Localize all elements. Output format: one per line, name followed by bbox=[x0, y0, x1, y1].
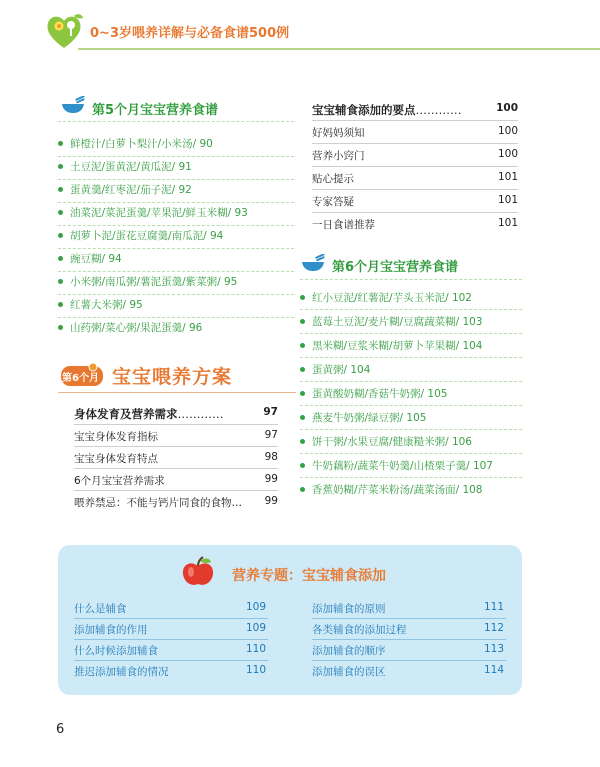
toc-page: 101 bbox=[497, 194, 518, 206]
toc-page: 98 bbox=[264, 451, 278, 463]
list-item: 饼干粥/水果豆腐/健康糙米粥/ 106 bbox=[300, 434, 472, 450]
toc-page: 99 bbox=[264, 473, 278, 485]
toc-page: 113 bbox=[483, 643, 504, 655]
toc-page: 109 bbox=[245, 601, 266, 613]
list-item: 黑米糊/豆浆米糊/胡萝卜苹果糊/ 104 bbox=[300, 338, 483, 354]
page-header bbox=[0, 0, 600, 62]
special-right-list bbox=[312, 598, 508, 688]
list-item: 红薯大米粥/ 95 bbox=[58, 297, 143, 313]
toc-entry[interactable]: 添加辅食的误区 bbox=[312, 666, 386, 678]
toc-page: 101 bbox=[497, 171, 518, 183]
list-item: 胡萝卜泥/蛋花豆腐羹/南瓜泥/ 94 bbox=[58, 228, 223, 244]
feeding-plan-title: 宝宝喂养方案 bbox=[112, 366, 233, 388]
toc-entry[interactable]: 添加辅食的顺序 bbox=[312, 645, 386, 657]
month5-recipe-list bbox=[58, 129, 298, 339]
toc-page: 114 bbox=[483, 664, 504, 676]
list-item: 牛奶藕粉/蔬菜牛奶羹/山楂栗子羹/ 107 bbox=[300, 458, 493, 474]
toc-entry[interactable]: 宝宝身体发育指标 bbox=[74, 431, 158, 443]
month6-recipe-list bbox=[300, 285, 522, 515]
toc-entry[interactable]: 各类辅食的添加过程 bbox=[312, 624, 407, 636]
page-number: 6 bbox=[56, 722, 65, 737]
list-item: 红小豆泥/红薯泥/芋头玉米泥/ 102 bbox=[300, 290, 472, 306]
toc-entry[interactable]: 宝宝身体发育特点 bbox=[74, 453, 158, 465]
toc-entry[interactable]: 贴心提示 bbox=[312, 173, 354, 185]
list-item: 油菜泥/菜泥蛋羹/苹果泥/鲜玉米糊/ 93 bbox=[58, 205, 248, 221]
toc-page: 110 bbox=[245, 643, 266, 655]
month6-badge-label: 第6个月 bbox=[62, 373, 99, 384]
bowl-icon bbox=[60, 96, 86, 114]
bowl-icon bbox=[300, 254, 326, 272]
toc-heading[interactable]: 宝宝辅食添加的要点………… bbox=[312, 103, 462, 117]
list-item: 燕麦牛奶粥/绿豆粥/ 105 bbox=[300, 410, 426, 426]
apple-icon bbox=[180, 556, 216, 588]
feeding-plan-divider bbox=[58, 392, 296, 393]
special-left-list bbox=[74, 598, 270, 688]
toc-page: 100 bbox=[497, 125, 518, 137]
toc-entry[interactable]: 一日食谱推荐 bbox=[312, 219, 375, 231]
list-item: 蛋黄羹/红枣泥/茄子泥/ 92 bbox=[58, 182, 192, 198]
toc-entry[interactable]: 什么是辅食 bbox=[74, 603, 127, 615]
toc-page: 109 bbox=[245, 622, 266, 634]
month5-section-title: 第5个月宝宝营养食谱 bbox=[92, 103, 219, 118]
complement-toc bbox=[312, 100, 522, 240]
header-title: 0~3岁喂养详解与必备食谱500例 bbox=[90, 26, 290, 41]
toc-entry[interactable]: 营养小窍门 bbox=[312, 150, 365, 162]
toc-entry[interactable]: 喂养禁忌：不能与钙片同食的食物… bbox=[74, 497, 242, 509]
toc-page: 97 bbox=[263, 406, 278, 418]
toc-page: 112 bbox=[483, 622, 504, 634]
toc-entry[interactable]: 专家答疑 bbox=[312, 196, 354, 208]
list-item: 蛋黄粥/ 104 bbox=[300, 362, 370, 378]
list-item: 豌豆糊/ 94 bbox=[58, 251, 122, 267]
section-divider bbox=[58, 121, 294, 122]
toc-page: 110 bbox=[245, 664, 266, 676]
toc-page: 111 bbox=[483, 601, 504, 613]
list-item: 小米粥/南瓜粥/薯泥蛋羹/紫菜粥/ 95 bbox=[58, 274, 237, 290]
toc-page: 97 bbox=[264, 429, 278, 441]
toc-entry[interactable]: 好妈妈须知 bbox=[312, 127, 365, 139]
toc-entry[interactable]: 添加辅食的原则 bbox=[312, 603, 386, 615]
section-divider bbox=[300, 279, 522, 280]
toc-page: 101 bbox=[497, 217, 518, 229]
toc-page: 99 bbox=[264, 495, 278, 507]
toc-entry[interactable]: 什么时候添加辅食 bbox=[74, 645, 158, 657]
list-item: 土豆泥/蛋黄泥/黄瓜泥/ 91 bbox=[58, 159, 192, 175]
month6-section-title: 第6个月宝宝营养食谱 bbox=[332, 260, 459, 275]
list-item: 鲜橙汁/白萝卜梨汁/小米汤/ 90 bbox=[58, 136, 213, 152]
toc-entry[interactable]: 6个月宝宝营养需求 bbox=[74, 475, 165, 487]
list-item: 香蕉奶糊/芹菜米粉汤/蔬菜汤面/ 108 bbox=[300, 482, 483, 498]
list-item: 蓝莓土豆泥/麦片糊/豆腐蔬菜糊/ 103 bbox=[300, 314, 483, 330]
toc-page: 100 bbox=[497, 148, 518, 160]
list-item: 蛋黄酸奶糊/香菇牛奶粥/ 105 bbox=[300, 386, 447, 402]
heart-logo-icon bbox=[44, 12, 88, 52]
header-divider bbox=[78, 48, 600, 50]
toc-heading[interactable]: 身体发育及营养需求………… bbox=[74, 407, 224, 421]
feeding-plan-toc bbox=[74, 398, 284, 518]
toc-page: 100 bbox=[496, 102, 518, 114]
list-item: 山药粥/菜心粥/果泥蛋羹/ 96 bbox=[58, 320, 202, 336]
toc-entry[interactable]: 添加辅食的作用 bbox=[74, 624, 148, 636]
toc-entry[interactable]: 推迟添加辅食的情况 bbox=[74, 666, 169, 678]
nutrition-special-title: 营养专题：宝宝辅食添加 bbox=[232, 568, 386, 584]
